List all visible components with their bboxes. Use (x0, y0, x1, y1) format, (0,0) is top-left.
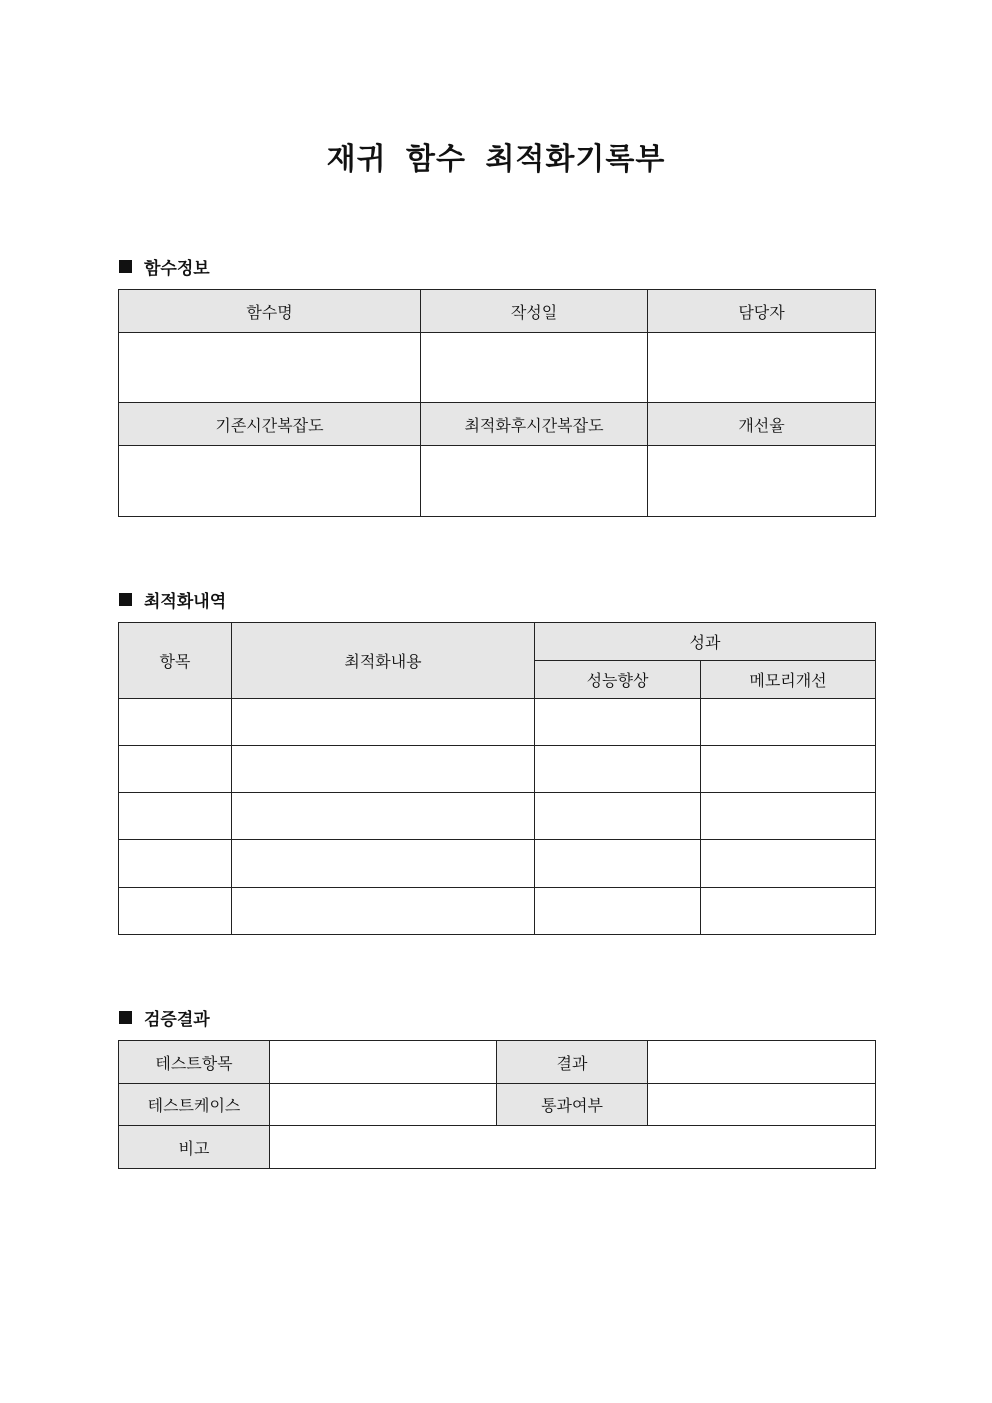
cell-result[interactable] (648, 1041, 876, 1084)
cell-optimized-complexity[interactable] (421, 446, 648, 517)
square-bullet-icon (119, 260, 132, 273)
cell-performance[interactable] (535, 746, 701, 793)
cell-content[interactable] (232, 793, 535, 840)
header-optimized-complexity: 최적화후시간복잡도 (421, 403, 648, 446)
function-info-table (118, 289, 876, 517)
cell-item[interactable] (119, 793, 232, 840)
cell-memory[interactable] (701, 746, 876, 793)
label-note: 비고 (119, 1126, 270, 1169)
cell-content[interactable] (232, 699, 535, 746)
header-person-in-charge: 담당자 (648, 290, 876, 333)
cell-improvement-rate[interactable] (648, 446, 876, 517)
cell-memory[interactable] (701, 793, 876, 840)
cell-memory[interactable] (701, 699, 876, 746)
cell-test-item[interactable] (270, 1041, 497, 1084)
table-row (119, 840, 876, 888)
cell-date-written[interactable] (421, 333, 648, 403)
header-date-written: 작성일 (421, 290, 648, 333)
section-heading-label: 최적화내역 (144, 592, 227, 612)
label-test-case: 테스트케이스 (119, 1084, 270, 1126)
table-row (119, 699, 876, 746)
cell-performance[interactable] (535, 888, 701, 935)
header-performance-gain: 성능향상 (535, 661, 701, 699)
cell-performance[interactable] (535, 793, 701, 840)
cell-item[interactable] (119, 699, 232, 746)
cell-note[interactable] (270, 1126, 876, 1169)
square-bullet-icon (119, 593, 132, 606)
header-result: 성과 (535, 623, 876, 661)
header-improvement-rate: 개선율 (648, 403, 876, 446)
cell-performance[interactable] (535, 699, 701, 746)
cell-pass-status[interactable] (648, 1084, 876, 1126)
header-memory-improvement: 메모리개선 (701, 661, 876, 699)
section-heading-label: 함수정보 (144, 259, 210, 279)
table-row (119, 888, 876, 935)
header-original-complexity: 기존시간복잡도 (119, 403, 421, 446)
section-heading-verification (119, 1005, 210, 1030)
cell-person-in-charge[interactable] (648, 333, 876, 403)
cell-original-complexity[interactable] (119, 446, 421, 517)
cell-content[interactable] (232, 840, 535, 888)
cell-function-name[interactable] (119, 333, 421, 403)
cell-memory[interactable] (701, 888, 876, 935)
section-heading-label: 검증결과 (144, 1010, 210, 1030)
label-result: 결과 (497, 1041, 648, 1084)
cell-memory[interactable] (701, 840, 876, 888)
optimization-table (118, 622, 876, 935)
square-bullet-icon (119, 1011, 132, 1024)
cell-test-case[interactable] (270, 1084, 497, 1126)
cell-item[interactable] (119, 746, 232, 793)
table-row (119, 793, 876, 840)
verification-table (118, 1040, 876, 1169)
header-optimization-content: 최적화내용 (232, 623, 535, 699)
header-function-name: 함수명 (119, 290, 421, 333)
section-heading-function-info (119, 254, 210, 279)
label-test-item: 테스트항목 (119, 1041, 270, 1084)
label-pass-status: 통과여부 (497, 1084, 648, 1126)
cell-content[interactable] (232, 888, 535, 935)
table-row (119, 746, 876, 793)
header-item: 항목 (119, 623, 232, 699)
cell-item[interactable] (119, 888, 232, 935)
document-title: 재귀 함수 최적화기록부 (326, 142, 666, 177)
section-heading-optimization (119, 587, 226, 612)
cell-item[interactable] (119, 840, 232, 888)
cell-content[interactable] (232, 746, 535, 793)
cell-performance[interactable] (535, 840, 701, 888)
